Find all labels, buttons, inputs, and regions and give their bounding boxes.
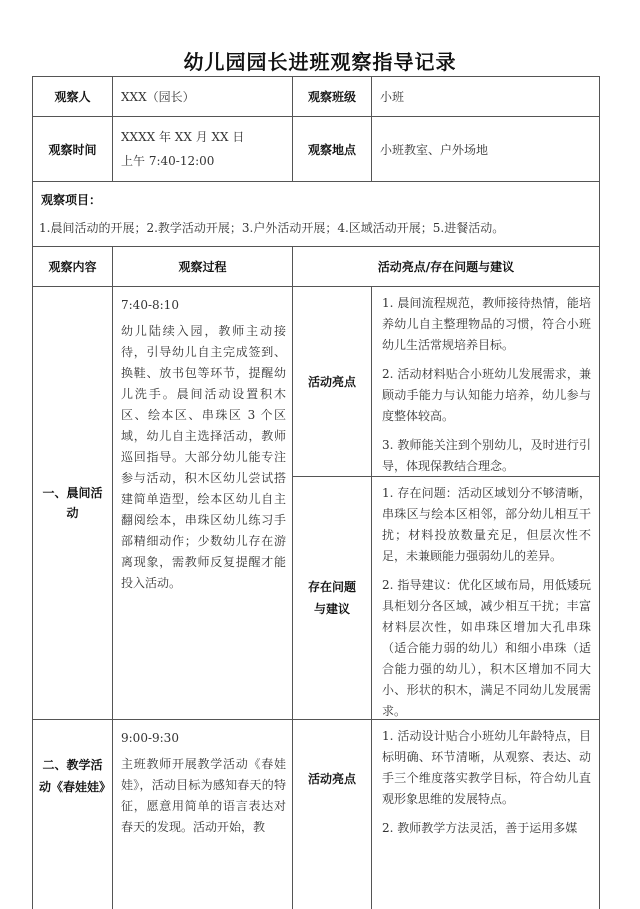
place-value: 小班教室、户外场地 bbox=[371, 117, 599, 181]
section-name-text: 二、教学活动《春娃娃》 bbox=[39, 758, 112, 794]
highlight-item: 2. 教师教学方法灵活，善于运用多媒 bbox=[382, 821, 578, 835]
time-range: 上午 7:40-12:00 bbox=[121, 154, 215, 168]
highlight-label: 活动亮点 bbox=[307, 375, 356, 389]
highlight-label: 活动亮点 bbox=[307, 772, 356, 786]
header-highlights: 活动亮点/存在问题与建议 bbox=[292, 247, 599, 286]
section-teaching-name bbox=[33, 754, 112, 798]
observer-label: 观察人 bbox=[54, 90, 91, 104]
header-row bbox=[32, 246, 600, 286]
header-content: 观察内容 bbox=[48, 260, 97, 274]
morning-problems bbox=[293, 476, 599, 719]
time-value bbox=[112, 117, 292, 181]
highlight-item: 1. 活动设计贴合小班幼儿年龄特点，目标明确、环节清晰，从观察、表达、动手三个维度落实教学目标，符合幼儿直观形象思维的发展特点。 bbox=[382, 729, 591, 806]
problem-item: 1. 存在问题：活动区域划分不够清晰，串珠区与绘本区相邻，部分幼儿相互干扰；材料投放数量充足，但层次性不足，未兼顾能力强弱幼儿的差异。 bbox=[382, 486, 591, 563]
section-teaching bbox=[32, 719, 600, 909]
section-teaching-evaluation bbox=[292, 720, 599, 909]
section-morning-name bbox=[33, 287, 112, 719]
time-date: XXXX 年 XX 月 XX 日 bbox=[121, 130, 245, 144]
items-list: 1.晨间活动的开展；2.教学活动开展；3.户外活动开展；4.区域活动开展；5.进餐活动。 bbox=[39, 221, 505, 235]
section-teaching-process bbox=[112, 720, 292, 909]
time-label: 观察时间 bbox=[48, 142, 97, 157]
section-time: 9:00-9:30 bbox=[121, 731, 179, 745]
observer-value: XXX（园长） bbox=[112, 77, 292, 116]
time-row bbox=[32, 116, 600, 181]
class-label: 观察班级 bbox=[292, 77, 371, 116]
problem-label-text: 存在问题与建议 bbox=[307, 580, 356, 616]
problem-item: 2. 指导建议：优化区域布局，用低矮玩具柜划分各区域，减少相互干扰；丰富材料层次性，如串珠区增加大孔串珠（适合能力弱的幼儿）和细小串珠（适合能力强的幼儿），积木区增加不同大小、形状的积木，满足不同幼儿发展需求。 bbox=[382, 578, 591, 718]
items-row bbox=[32, 181, 600, 246]
class-value: 小班 bbox=[371, 77, 599, 116]
process-text: 主班教师开展教学活动《春娃娃》，活动目标为感知春天的特征，愿意用简单的语言表达对春天的发现。活动开始，教 bbox=[121, 757, 286, 834]
section-name-text: 一、晨间活动 bbox=[42, 486, 103, 520]
section-morning-process bbox=[112, 287, 292, 719]
highlight-item: 1. 晨间流程规范，教师接待热情，能培养幼儿自主整理物品的习惯，符合小班幼儿生活常规培养目标。 bbox=[382, 296, 591, 352]
section-time: 7:40-8:10 bbox=[121, 298, 179, 312]
observation-record-table bbox=[32, 76, 600, 909]
problem-label bbox=[293, 477, 371, 719]
section-morning bbox=[32, 286, 600, 719]
section-morning-evaluation bbox=[292, 287, 599, 719]
highlight-item: 3. 教师能关注到个别幼儿，及时进行引导，体现保教结合理念。 bbox=[382, 438, 591, 473]
highlight-item: 2. 活动材料贴合小班幼儿发展需求，兼顾动手能力与认知能力培养，幼儿参与度整体较高。 bbox=[382, 367, 591, 423]
problem-list bbox=[371, 477, 599, 719]
highlight-list bbox=[371, 720, 599, 909]
process-text: 幼儿陆续入园，教师主动接待，引导幼儿自主完成签到、换鞋、放书包等环节，提醒幼儿洗手。晨间活动设置积木区、绘本区、串珠区 3 个区域，幼儿自主选择活动，教师巡回指导。大部分幼儿能专注参与活动，积木区幼儿尝试搭建简单造型，绘本区幼儿自主翻阅绘本，串珠区幼儿练习手部精细动作；少数幼儿存在游离现象，需教师反复提醒才能投入活动。 bbox=[121, 324, 286, 590]
highlight-list bbox=[371, 287, 599, 476]
items-label: 观察项目： bbox=[41, 193, 102, 207]
morning-highlights bbox=[293, 287, 599, 476]
header-process: 观察过程 bbox=[112, 247, 292, 286]
place-label: 观察地点 bbox=[292, 117, 371, 181]
page-title: 幼儿园园长进班观察指导记录 bbox=[183, 50, 457, 74]
observer-row bbox=[32, 76, 600, 116]
